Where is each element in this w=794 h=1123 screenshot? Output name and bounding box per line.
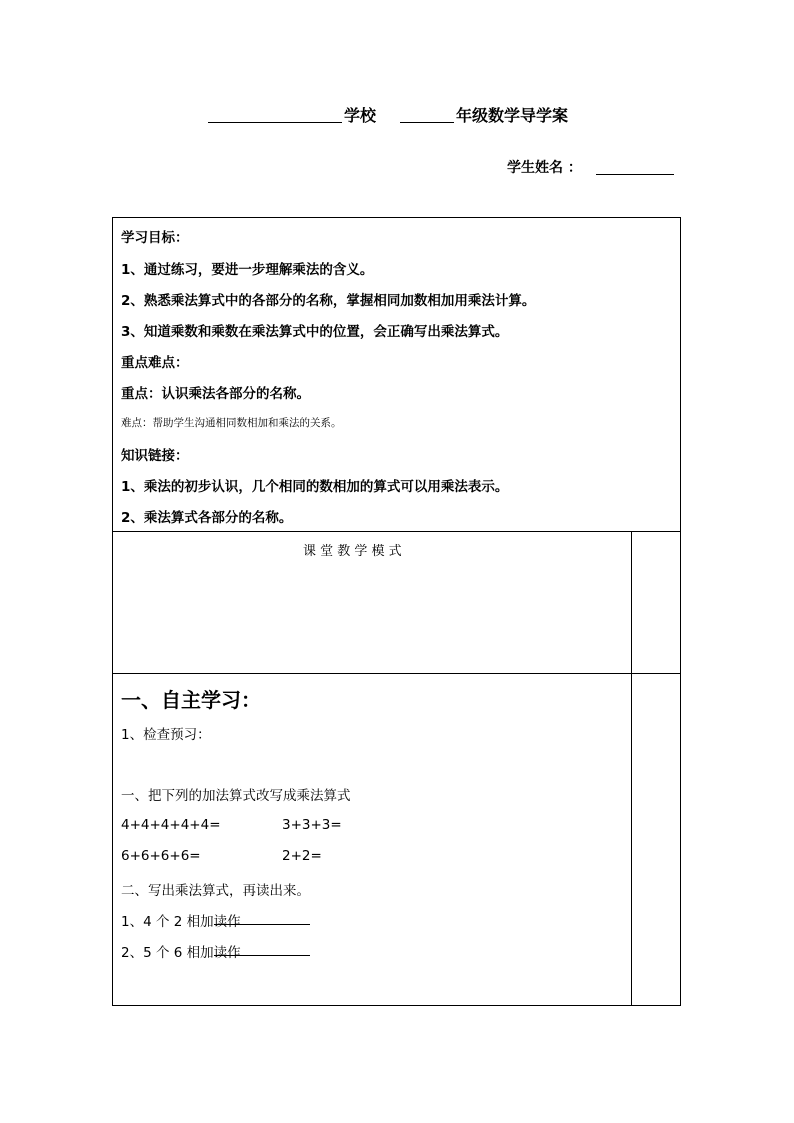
equation-blank: 2+2= xyxy=(282,848,322,864)
read-suffix: 读作 xyxy=(213,914,241,930)
difficult-point: 难点：帮助学生沟通相同数相加和乘法的关系。 xyxy=(121,417,342,429)
read-answer-blank[interactable] xyxy=(213,941,310,961)
side-column-divider xyxy=(631,531,632,1006)
check-preview: 1、检查预习： xyxy=(121,727,211,743)
read-prefix: 1、4 个 2 相加 xyxy=(121,914,214,930)
grade-blank[interactable] xyxy=(400,104,454,123)
read-suffix: 读作 xyxy=(213,945,241,961)
read-item xyxy=(121,941,310,961)
key-point: 重点：认识乘法各部分的名称。 xyxy=(121,386,310,402)
equation-blank: 4+4+4+4+4= xyxy=(121,817,221,833)
self-study-heading: 一、自主学习： xyxy=(121,688,261,712)
equation-blank: 6+6+6+6= xyxy=(121,848,201,864)
task-write-heading: 二、写出乘法算式，再读出来。 xyxy=(121,883,310,899)
equation-blank: 3+3+3= xyxy=(282,817,342,833)
key-difficult-heading: 重点难点： xyxy=(121,355,189,371)
lesson-table xyxy=(112,217,681,1006)
knowledge-link-heading: 知识链接： xyxy=(121,448,189,464)
knowledge-link-item: 2、乘法算式各部分的名称。 xyxy=(121,510,293,526)
read-item xyxy=(121,910,310,930)
objective-item: 1、通过练习，要进一步理解乘法的含义。 xyxy=(121,262,374,278)
school-label: 学校 xyxy=(344,106,377,125)
row-divider-2 xyxy=(113,673,680,674)
knowledge-link-item: 1、乘法的初步认识，几个相同的数相加的算式可以用乘法表示。 xyxy=(121,479,509,495)
read-answer-blank[interactable] xyxy=(213,910,310,930)
objective-item: 3、知道乘数和乘数在乘法算式中的位置，会正确写出乘法算式。 xyxy=(121,324,509,340)
grade-title: 年级数学导学案 xyxy=(456,106,569,125)
read-prefix: 2、5 个 6 相加 xyxy=(121,945,214,961)
school-name-blank[interactable] xyxy=(208,104,342,123)
objective-item: 2、熟悉乘法算式中的各部分的名称，掌握相同加数相加用乘法计算。 xyxy=(121,293,536,309)
objectives-heading: 学习目标： xyxy=(121,230,189,246)
task-rewrite-heading: 一、把下列的加法算式改写成乘法算式 xyxy=(121,788,351,804)
row-divider-1 xyxy=(113,531,680,532)
student-name-blank[interactable] xyxy=(596,156,674,175)
student-name-label: 学生姓名 ： xyxy=(507,160,582,176)
teaching-mode-heading: 课 堂 教 学 模 式 xyxy=(303,544,402,559)
